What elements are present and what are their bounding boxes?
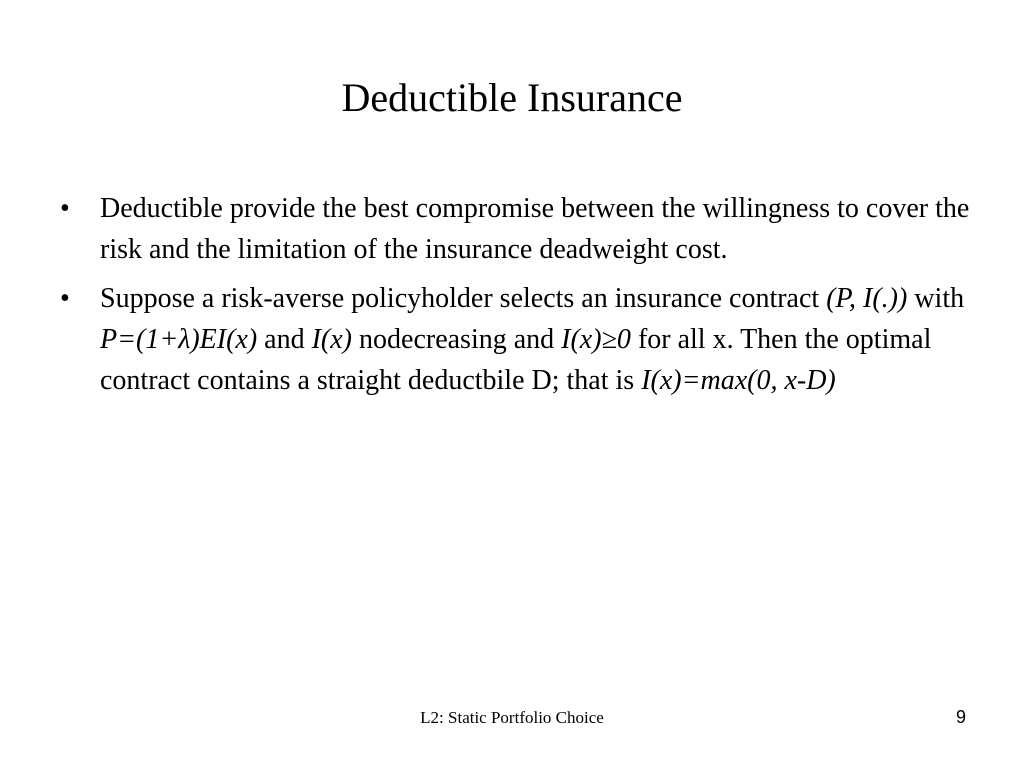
page-number: 9 — [955, 707, 966, 727]
footer-title: L2: Static Portfolio Choice — [420, 708, 604, 727]
bullet-marker: • — [60, 283, 70, 314]
bullet-text-intro: Suppose a risk-averse policyholder selects an insurance contract — [100, 283, 827, 314]
bullet-text: Deductible provide the best compromise between the willingness to cover the risk and the limitation of the insurance deadweight cost. — [100, 193, 970, 265]
formula-nonnegative: I(x)≥0 — [561, 324, 631, 355]
formula-indemnity: I(x) — [311, 324, 353, 355]
bullet-item-optimal-contract — [60, 278, 980, 401]
formula-deductible: I(x)=max(0, x-D) — [641, 365, 836, 396]
bullet-text-conclusion: for all x. Then the optimal contract contains a straight deductbile D; that is — [100, 324, 932, 396]
formula-contract: (P, I(.)) — [826, 283, 908, 314]
formula-premium: P=(1+λ)EI(x) — [100, 324, 258, 355]
bullet-text-and: and — [257, 324, 312, 355]
bullet-item-deductible-compromise — [60, 188, 980, 270]
bullet-text-with: with — [907, 283, 965, 314]
bullet-marker: • — [60, 193, 70, 224]
bullet-list — [60, 188, 980, 409]
slide-title: Deductible Insurance — [341, 75, 683, 120]
bullet-text-nodecreasing: nodecreasing and — [352, 324, 562, 355]
